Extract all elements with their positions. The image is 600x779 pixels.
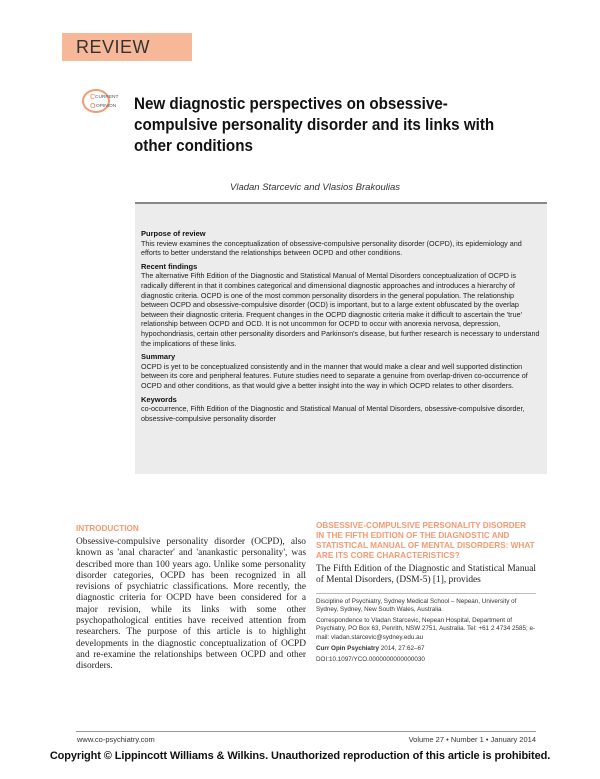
current-opinion-logo: [80, 88, 126, 114]
affiliation-block: [316, 593, 536, 665]
footer-website: www.co-psychiatry.com: [77, 735, 155, 744]
section2-text: The Fifth Edition of the Diagnostic and Statistical Manual of Mental Disorders, (DSM-5) [1], provides: [316, 564, 536, 586]
article-title: New diagnostic perspectives on obsessive-compulsive personality disorder and its links with other conditions: [134, 95, 495, 155]
copyright-notice: Copyright © Lippincott Williams & Wilkins. Unauthorized reproduction of this article is prohibited.: [49, 750, 551, 762]
footer-issue: Volume 27 • Number 1 • January 2014: [408, 735, 536, 744]
affiliation-discipline: Discipline of Psychiatry, Sydney Medical School – Nepean, University of Sydney, Sydney, New South Wales, Australia: [316, 597, 517, 613]
summary-text: OCPD is yet to be conceptualized consistently and in the manner that would make a clear and well supported distinction between its core and peripheral features. Future studies need to separate a genuine from overlap-driven co-occurrence of OCPD and other conditions, as that would give a better insight into the way in which OCPD relates to other disorders.: [141, 361, 528, 390]
current-opinion-logo-icon: [80, 88, 126, 114]
findings-heading: Recent findings: [141, 261, 198, 271]
purpose-heading: Purpose of review: [141, 229, 206, 238]
svg-text:C: C: [90, 94, 96, 101]
logo-text-top: CURRENT: [95, 95, 119, 100]
purpose-text: This review examines the conceptualization of obsessive-compulsive personality disorder (OCPD), its epidemiology and efforts to better understand the relationships between OCPD and other conditions.: [141, 238, 522, 258]
journal-name: Curr Opin Psychiatry: [316, 645, 379, 653]
authors: Vladan Starcevic and Vlasios Brakoulias: [230, 182, 401, 193]
introduction-text: Obsessive-compulsive personality disorder (OCPD), also known as 'anal character' and 'anankastic personality', was described more than 100 years ago. Unlike some personality disorder categories, OCPD has been recognized in all revisions of psychiatric classifications. More recently, the diagnostic criteria for OCPD have been considered for a major revision, while its links with some other psychopathological entities have received attention from researchers. The purpose of this article is to highlight developments in the diagnostic conceptualization of OCPD and re-examine the relationships between OCPD and other disorders.: [76, 537, 306, 672]
abstract-box: [135, 202, 547, 474]
footer-divider: [76, 731, 536, 732]
introduction-heading: INTRODUCTION: [76, 524, 139, 533]
affiliation-correspondence: Correspondence to Vladan Starcevic, Nepean Hospital, Department of Psychiatry, PO Box 63, Penrith, NSW 2751, Australia. Tel: +61 2 4734 2585; e-mail: vladan.starcevic@sydney.edu.au: [316, 617, 536, 641]
journal-citation: [316, 645, 536, 653]
journal-cite: 2014, 27:62–67: [380, 645, 425, 653]
review-tag: REVIEW: [62, 33, 192, 61]
summary-heading: Summary: [141, 352, 176, 362]
svg-text:O: O: [90, 103, 96, 110]
right-column: [316, 521, 536, 668]
keywords-heading: Keywords: [141, 394, 177, 404]
logo-text-bottom: OPINION: [96, 104, 117, 109]
findings-text: The alternative Fifth Edition of the Diagnostic and Statistical Manual of Mental Disorders conceptualization of OCPD is radically different in that it combines categorical and dimensional diagnostic approaches and introduces a hierarchy of diagnostic criteria. OCPD is one of the most common personality disorders in the general population. The relationship between OCPD and obsessive-compulsive disorder (OCD) is important, but to a large extent obfuscated by the overlap between their diagnostic criteria. Frequent changes in the OCPD diagnostic criteria make it difficult to ascertain the 'true' relationship between OCPD and OCD. It is not uncommon for OCPD to occur with anorexia nervosa, depression, hypochondriasis, certain other personality disorders and Parkinson's disease, but further research is necessary to understand the implications of these links.: [141, 271, 540, 348]
keywords-text: co-occurrence, Fifth Edition of the Diagnostic and Statistical Manual of Mental Disorders, obsessive-compulsive disorder, obsessive-compulsive personality disorder: [141, 404, 525, 423]
doi: DOI:10.1097/YCO.0000000000000030: [316, 656, 425, 664]
section2-heading: OBSESSIVE-COMPULSIVE PERSONALITY DISORDER IN THE FIFTH EDITION OF THE DIAGNOSTIC AND STATISTICAL MANUAL OF MENTAL DISORDERS: WHAT ARE ITS CORE CHARACTERISTICS?: [316, 521, 535, 560]
left-column: [76, 524, 306, 673]
